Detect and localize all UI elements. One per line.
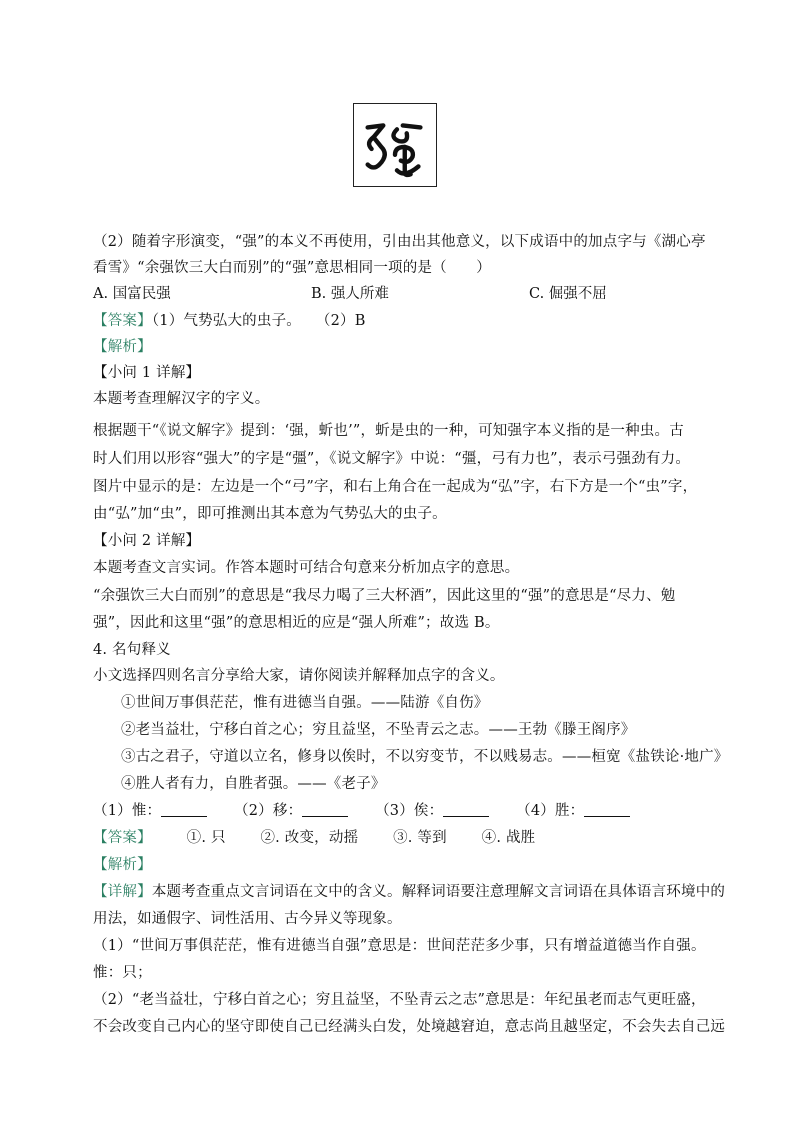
quote-2: ②老当益壮，宁移白首之心；穷且益坚，不坠青云之志。——王勃《滕王阁序》 [121, 722, 636, 738]
blank-2 [302, 802, 348, 817]
blank-3 [443, 802, 489, 817]
detail-line-4: 惟：只； [93, 965, 152, 981]
sub2-line-2: “余强饮三大白而别”的意思是“我尽力喝了三大杯酒”，因此这里的“强”的意思是“尽力、勉 [93, 588, 676, 604]
blanks-row [93, 800, 636, 822]
detail-tag: 【详解】 [93, 884, 152, 900]
option-c: C. 倔强不屈 [529, 286, 607, 302]
detail-line-5: （2）“老当益壮，宁移白首之心；穷且益坚，不坠青云之志”意思是：年纪虽老而志气更旺盛， [93, 992, 706, 1008]
sub1-line-5: 由“弘”加“虫”，即可推测出其本意为气势弘大的虫子。 [93, 506, 447, 522]
quote-1: ①世间万事俱茫茫，惟有进德当自强。——陆游《自伤》 [121, 695, 489, 711]
q2-line-1: （2）随着字形演变，“强”的本义不再使用，引由出其他意义，以下成语中的加点字与《湖心亭 [93, 234, 706, 250]
blank-4 [584, 802, 630, 817]
answer-2-tag: 【答案】 [93, 830, 152, 846]
sub1-tag: 【小问 1 详解】 [93, 365, 201, 381]
answer-2-item-2: ②. 改变，动摇 [260, 830, 359, 846]
answer-1-text: （1）气势弘大的虫子。 （2）B [151, 313, 366, 329]
answer-2-item-1: ①. 只 [186, 830, 226, 846]
detail-line-2: 用法，如通假字、词性活用、古今异义等现象。 [93, 911, 402, 927]
quote-3: ③古之君子，守道以立名，修身以俟时，不以穷变节，不以贱易志。——桓宽《盐铁论·地广》 [121, 749, 729, 765]
answer-1 [93, 310, 366, 332]
analysis-2-tag: 【解析】 [93, 857, 152, 873]
detail-line-1 [93, 881, 725, 903]
analysis-1-tag: 【解析】 [93, 339, 152, 355]
sub2-line-1: 本题考查文言实词。作答本题时可结合句意来分析加点字的意思。 [93, 560, 520, 576]
detail-text-1: 本题考查重点文言词语在文中的含义。解释词语要注意理解文言词语在具体语言环境中的 [151, 884, 726, 900]
seal-glyph [354, 104, 436, 186]
detail-line-6: 不会改变自己内心的坚守即使自己已经满头白发，处境越窘迫，意志尚且越坚定，不会失去自己远 [93, 1019, 726, 1035]
q4-title: 4. 名句释义 [93, 642, 171, 658]
option-b: B. 强人所难 [311, 286, 389, 302]
sub1-line-4: 图片中显示的是：左边是一个“弓”字，和右上角合在一起成为“弘”字，右下方是一个“虫”字， [93, 479, 698, 495]
blank-label-2: （2）移： [234, 803, 303, 819]
sub2-line-3: 强”，因此和这里“强”的意思相近的应是“强人所难”；故选 B。 [93, 615, 500, 631]
sub1-line-2: 根据题干“《说文解字》提到：‘强，蚚也’”，蚚是虫的一种，可知强字本义指的是一种虫。古 [93, 423, 684, 439]
quote-4: ④胜人者有力，自胜者强。——《老子》 [121, 776, 386, 792]
answer-2-item-4: ④. 战胜 [481, 830, 536, 846]
q4-intro: 小文选择四则名言分享给大家，请你阅读并解释加点字的含义。 [93, 668, 505, 684]
answer-1-tag: 【答案】 [93, 313, 152, 329]
blank-label-4: （4）胜： [516, 803, 585, 819]
option-a: A. 国富民强 [93, 286, 171, 302]
sub1-line-3: 时人们用以形容“强大”的字是“彊”，《说文解字》中说：“彊，弓有力也”，表示弓强劲有力。 [93, 451, 691, 467]
sub1-line-1: 本题考查理解汉字的字义。 [93, 391, 270, 407]
sub2-tag: 【小问 2 详解】 [93, 533, 201, 549]
q2-line-2: 看雪》“余强饮三大白而别”的“强”意思相同一项的是（ ） [93, 260, 491, 276]
blank-label-3: （3）俟： [375, 803, 444, 819]
answer-2 [93, 827, 535, 849]
seal-script-qiang-icon [353, 103, 437, 187]
blank-label-1: （1）惟： [93, 803, 162, 819]
detail-line-3: （1）“世间万事俱茫茫，惟有进德当自强”意思是：世间茫茫多少事，只有增益道德当作自强。 [93, 938, 706, 954]
answer-2-item-3: ③. 等到 [393, 830, 447, 846]
blank-1 [161, 802, 207, 817]
